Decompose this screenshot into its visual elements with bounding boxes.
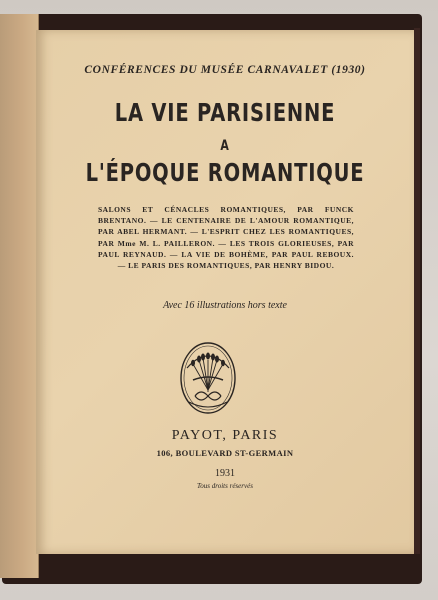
publication-year: 1931: [215, 468, 235, 479]
left-page-edge: [0, 14, 39, 578]
title-line-2: A: [220, 138, 230, 154]
publisher-name: PAYOT, PARIS: [171, 428, 279, 443]
illustrations-note: Avec 16 illustrations hors texte: [163, 300, 287, 311]
title-page-content: [36, 30, 414, 554]
series-line: CONFÉRENCES DU MUSÉE CARNAVALET (1930): [84, 64, 366, 76]
title-line-1: LA VIE PARISIENNE: [114, 98, 336, 127]
title-page: [36, 30, 414, 554]
right-cover-edge: [414, 28, 420, 554]
title-line-3: L'ÉPOQUE ROMANTIQUE: [85, 158, 365, 187]
oval-sheaf-emblem-icon: [179, 340, 237, 416]
publisher-address: 106, BOULEVARD ST-GERMAIN: [156, 448, 294, 458]
contents-summary: SALONS ET CÉNACLES ROMANTIQUES, PAR FUNCK BRENTANO. — LE CENTENAIRE DE L'AMOUR ROMANTIQUE, PAR ABEL HERMANT. — L'ESPRIT CHEZ LES ROMANTIQUES, PAR Mme M. L. PAILLERON. — LES TROIS GLORIEUSES, PAR PAUL REYNAUD. — LA VIE DE BOHÈME, PAR PAUL REBOUX. — LE PARIS DES ROMANTIQUES, PAR HENRY BIDOU.: [98, 205, 354, 271]
rights-reserved: Tous droits réservés: [197, 482, 253, 490]
